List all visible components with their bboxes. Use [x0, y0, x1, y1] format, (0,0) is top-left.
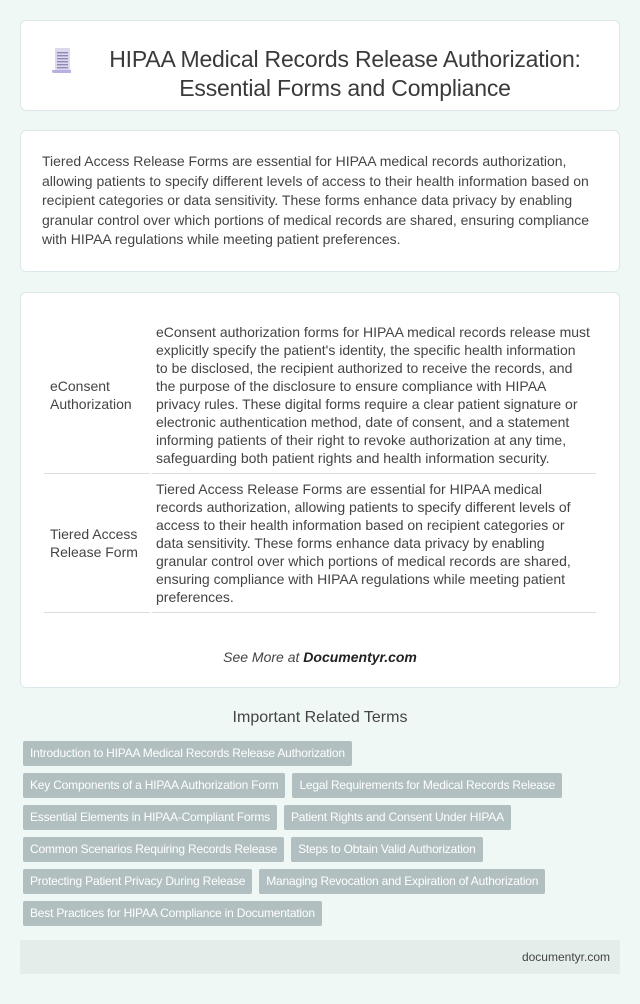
- document-scroll-icon: [51, 47, 73, 75]
- terms-table: [42, 317, 598, 613]
- related-terms-heading: Important Related Terms: [232, 709, 408, 726]
- summary-text: Tiered Access Release Forms are essential for HIPAA medical records authorization, allowing patients to specify different levels of access to their health information based on recipient categories or data sensitivity. These forms enhance data privacy by enabling granular control over which portions of medical records are shared, ensuring compliance with HIPAA regulations while meeting patient preferences.: [42, 153, 590, 247]
- related-term-tag[interactable]: Legal Requirements for Medical Records Release: [292, 773, 562, 798]
- page-title: HIPAA Medical Records Release Authorization: Essential Forms and Compliance: [109, 46, 581, 101]
- term-cell: Tiered Access Release Form: [44, 474, 150, 613]
- related-term-tag[interactable]: Best Practices for HIPAA Compliance in Documentation: [23, 901, 322, 926]
- header-card: [20, 20, 620, 111]
- see-more-link[interactable]: Documentyr.com: [303, 649, 417, 665]
- description-cell: eConsent authorization forms for HIPAA medical records release must explicitly specify the patient's identity, the specific health information to be disclosed, the recipient authorized to receive the records, and the purpose of the disclosure to ensure compliance with HIPAA privacy rules. These digital forms require a clear patient signature or electronic authentication method, date of consent, and a statement informing patients of their right to revoke authorization at any time, safeguarding both patient rights and health information security.: [152, 317, 596, 474]
- footer: [20, 940, 620, 974]
- table-row: [44, 474, 596, 613]
- see-more-prefix: See More at: [223, 649, 304, 665]
- related-term-tag[interactable]: Essential Elements in HIPAA-Compliant Forms: [23, 805, 277, 830]
- table-row: [44, 317, 596, 474]
- term-cell: eConsent Authorization: [44, 317, 150, 474]
- terms-table-card: [20, 292, 620, 688]
- related-term-tag[interactable]: Steps to Obtain Valid Authorization: [291, 837, 483, 862]
- see-more: [21, 649, 619, 665]
- description-cell: Tiered Access Release Forms are essential for HIPAA medical records authorization, allowing patients to specify different levels of access to their health information based on recipient categories or data sensitivity. These forms enhance data privacy by enabling granular control over which portions of medical records are shared, ensuring compliance with HIPAA regulations while meeting patient preferences.: [152, 474, 596, 613]
- related-term-tag[interactable]: Common Scenarios Requiring Records Release: [23, 837, 284, 862]
- footer-site-link[interactable]: documentyr.com: [521, 950, 610, 964]
- related-term-tag[interactable]: Managing Revocation and Expiration of Authorization: [259, 869, 545, 894]
- related-term-tag[interactable]: Protecting Patient Privacy During Release: [23, 869, 252, 894]
- related-term-tag[interactable]: Key Components of a HIPAA Authorization Form: [23, 773, 285, 798]
- related-terms-list: [23, 741, 613, 926]
- summary-card: [20, 130, 620, 272]
- related-term-tag[interactable]: Patient Rights and Consent Under HIPAA: [284, 805, 511, 830]
- related-term-tag[interactable]: Introduction to HIPAA Medical Records Release Authorization: [23, 741, 352, 766]
